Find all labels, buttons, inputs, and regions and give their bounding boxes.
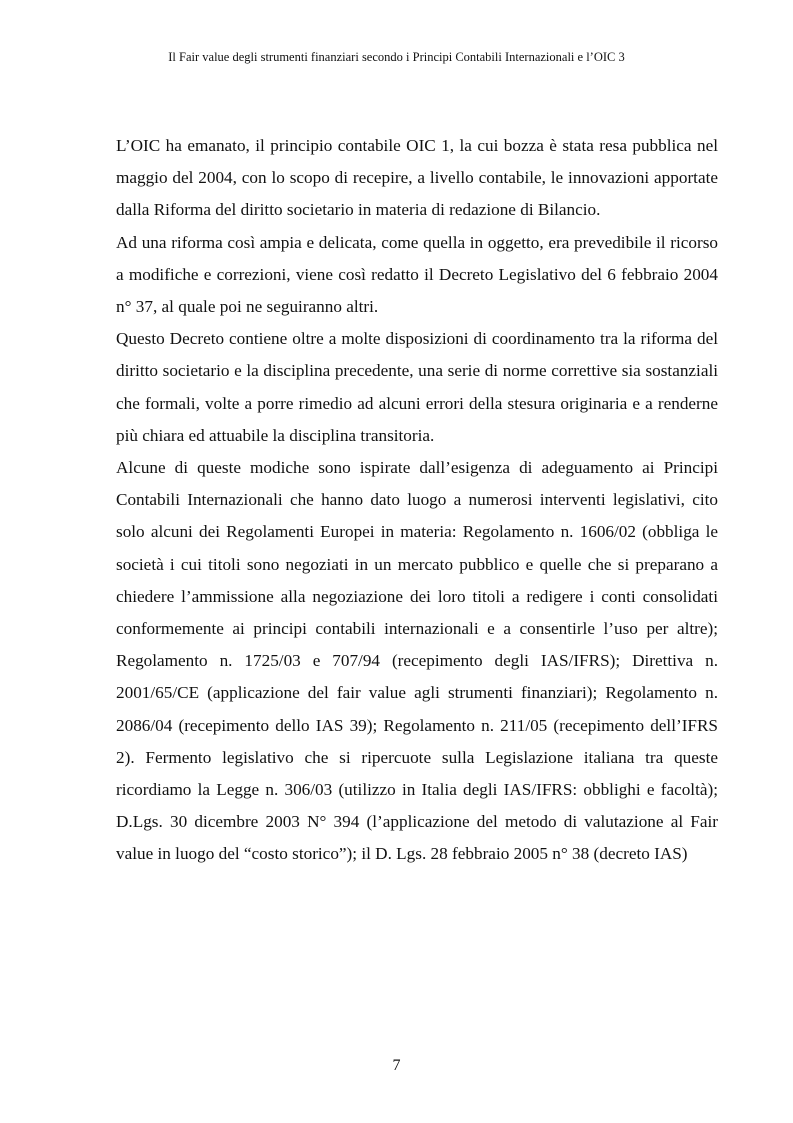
page-number: 7 [392,1057,401,1074]
body-text [116,130,718,871]
paragraph-regolamenti: Alcune di queste modiche sono ispirate dall’esigenza di adeguamento ai Principi Contabili Internazionali che hanno dato luogo a numerosi interventi legislativi, cito solo alcuni dei Regolamenti Europei in materia: Regolamento n. 1606/02 (obbliga le società i cui titoli sono negoziati in un mercato pubblico e quelle che si preparano a chiedere l’ammissione alla negoziazione dei loro titoli a redigere i conti consolidati conformemente ai principi contabili internazionali e a consentirle l’uso per altre); Regolamento n. 1725/03 e 707/94 (recepimento degli IAS/IFRS); Direttiva n. 2001/65/CE (applicazione del fair value agli strumenti finanziari); Regolamento n. 2086/04 (recepimento dello IAS 39); Regolamento n. 211/05 (recepimento dell’IFRS 2). Fermento legislativo che si ripercuote sulla Legislazione italiana tra queste ricordiamo la Legge n. 306/03 (utilizzo in Italia degli IAS/IFRS: obblighi e facoltà); D.Lgs. 30 dicembre 2003 N° 394 (l’applicazione del metodo di valutazione al Fair value in luogo del “costo storico”); il D. Lgs. 28 febbraio 2005 n° 38 (decreto IAS) [116,458,718,864]
paragraph-oic1: L’OIC ha emanato, il principio contabile OIC 1, la cui bozza è stata resa pubblica nel maggio del 2004, con lo scopo di recepire, a livello contabile, le innovazioni apportate dalla Riforma del diritto societario in materia di redazione di Bilancio. [116,136,718,220]
running-header: Il Fair value degli strumenti finanziari secondo i Principi Contabili Internazionali e l’OIC 3 [168,50,625,64]
paragraph-decreto: Questo Decreto contiene oltre a molte disposizioni di coordinamento tra la riforma del diritto societario e la disciplina precedente, una serie di norme correttive sia sostanziali che formali, volte a porre rimedio ad alcuni errori della stesura originaria e a renderne più chiara ed attuabile la disciplina transitoria. [116,329,718,445]
paragraph-riforma: Ad una riforma così ampia e delicata, come quella in oggetto, era prevedibile il ricorso a modifiche e correzioni, viene così redatto il Decreto Legislativo del 6 febbraio 2004 n° 37, al quale poi ne seguiranno altri. [116,232,718,317]
